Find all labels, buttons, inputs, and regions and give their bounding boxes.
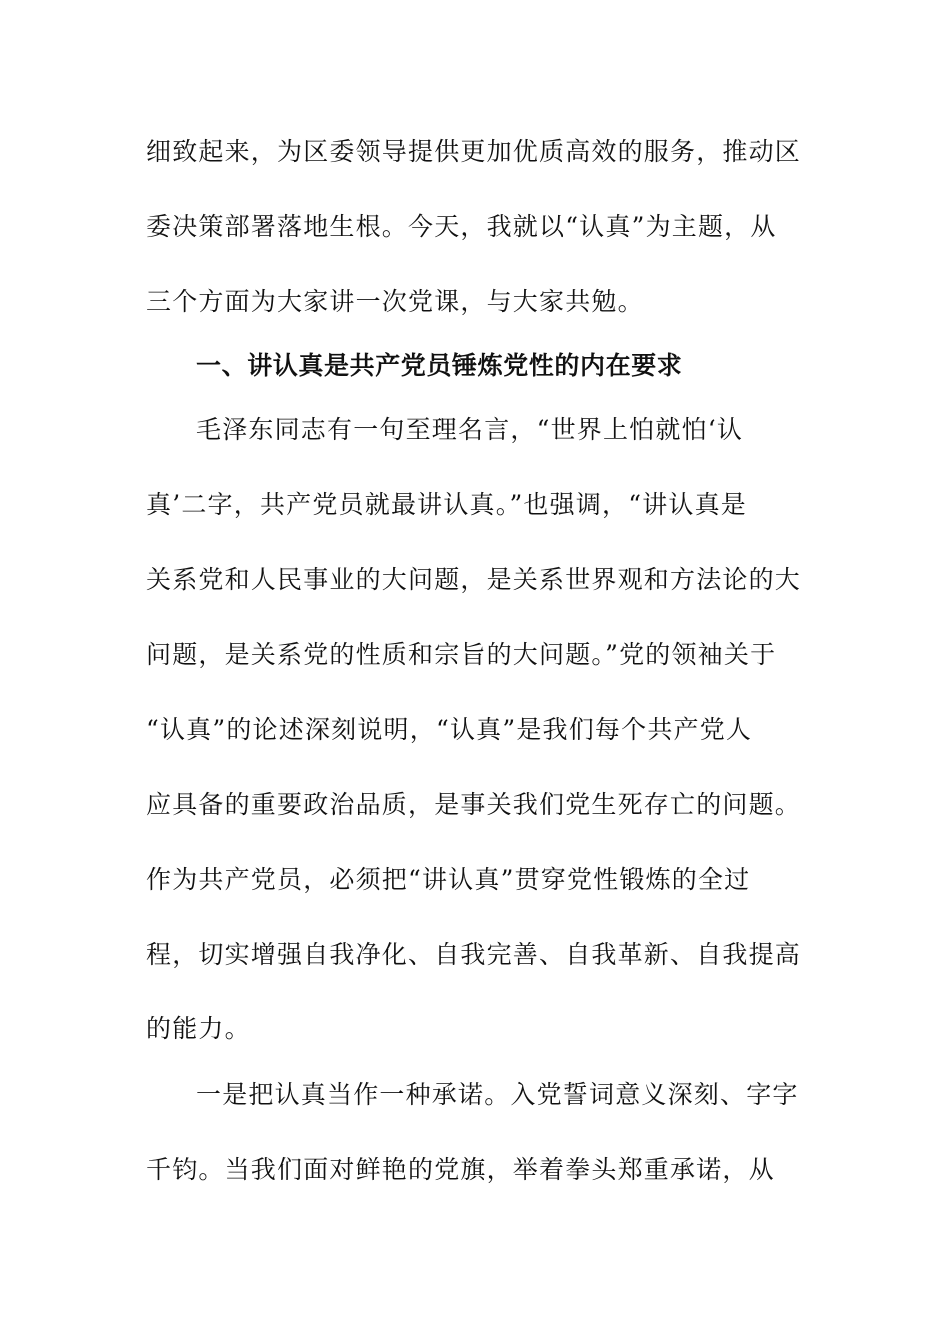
text-line-1: 细致起来，为区委领导提供更加优质高效的服务，推动区 bbox=[146, 137, 802, 166]
text-line-7: 关系党和人民事业的大问题，是关系世界观和方法论的大 bbox=[146, 565, 802, 594]
text-line-6: 真’二字，共产党员就最讲认真。”也强调，“讲认真是 bbox=[146, 490, 748, 519]
section-heading: 一、讲认真是共产党员锤炼党性的内在要求 bbox=[196, 351, 683, 380]
text-line-5: 毛泽东同志有一句至理名言，“世界上怕就怕‘认 bbox=[196, 415, 744, 444]
text-line-10: 应具备的重要政治品质，是事关我们党生死存亡的问题。 bbox=[146, 790, 802, 819]
text-line-12: 程，切实增强自我净化、自我完善、自我革新、自我提高 bbox=[146, 940, 802, 969]
text-line-8: 问题，是关系党的性质和宗旨的大问题。”党的领袖关于 bbox=[146, 640, 777, 669]
text-line-3: 三个方面为大家讲一次党课，与大家共勉。 bbox=[146, 287, 644, 316]
text-line-13: 的能力。 bbox=[146, 1014, 251, 1043]
text-line-14: 一是把认真当作一种承诺。入党誓词意义深刻、字字 bbox=[196, 1080, 799, 1109]
text-line-11: 作为共产党员，必须把“讲认真”贯穿党性锻炼的全过 bbox=[146, 865, 751, 894]
text-line-15: 千钧。当我们面对鲜艳的党旗，举着拳头郑重承诺，从 bbox=[146, 1155, 775, 1184]
text-line-2: 委决策部署落地生根。今天，我就以“认真”为主题，从 bbox=[146, 212, 777, 241]
text-line-9: “认真”的论述深刻说明，“认真”是我们每个共产党人 bbox=[146, 715, 753, 744]
